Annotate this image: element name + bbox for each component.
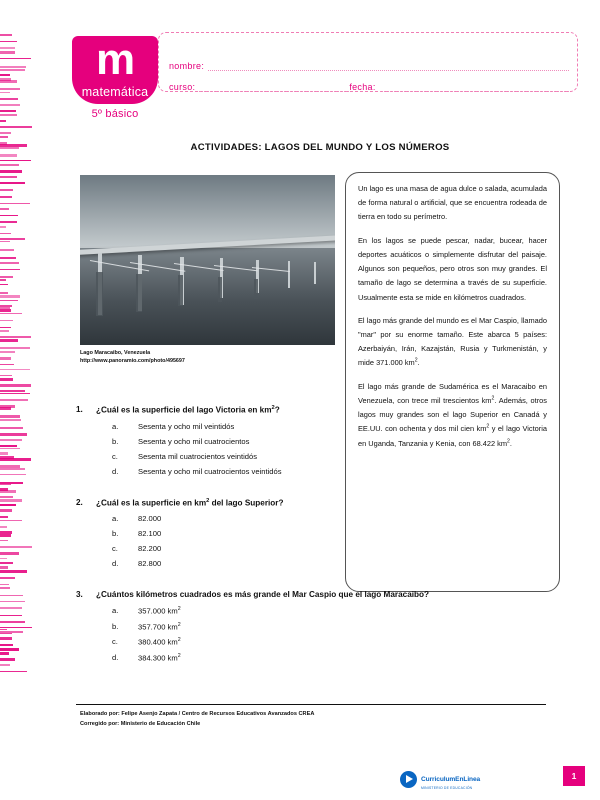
edge-tick bbox=[0, 607, 22, 609]
edge-tick bbox=[0, 196, 12, 198]
option-label: Sesenta y ocho mil cuatrocientos bbox=[138, 436, 250, 446]
edge-tick bbox=[0, 621, 25, 622]
brand-level: 5º básico bbox=[91, 108, 139, 120]
option-b[interactable] bbox=[76, 530, 496, 538]
edge-tick bbox=[0, 110, 16, 112]
footer-reviewer-line: Corregido por: Ministerio de Educación Chile bbox=[80, 720, 201, 727]
edge-tick bbox=[0, 320, 13, 321]
option-key: b. bbox=[112, 621, 119, 631]
edge-tick bbox=[0, 658, 15, 661]
date-input-line[interactable] bbox=[380, 83, 569, 92]
edge-tick bbox=[0, 526, 7, 528]
photo-pylon bbox=[288, 261, 290, 288]
edge-tick bbox=[0, 452, 8, 455]
edge-tick bbox=[0, 327, 11, 328]
edge-tick bbox=[0, 540, 8, 542]
edge-tick bbox=[0, 399, 28, 401]
course-label: curso: bbox=[169, 82, 196, 92]
edge-tick bbox=[0, 313, 22, 314]
option-key: d. bbox=[112, 652, 119, 662]
name-row bbox=[169, 57, 569, 71]
edge-tick bbox=[0, 226, 6, 228]
course-input-line[interactable] bbox=[199, 83, 349, 92]
option-d[interactable] bbox=[76, 560, 496, 568]
option-key: a. bbox=[112, 514, 119, 524]
brand-letter: m bbox=[95, 35, 135, 84]
student-header-form bbox=[158, 32, 578, 92]
option-label: 384.300 $km^2$ bbox=[138, 652, 181, 663]
option-d[interactable] bbox=[76, 468, 496, 476]
edge-tick bbox=[0, 41, 17, 42]
edge-tick bbox=[0, 393, 30, 394]
edge-tick bbox=[0, 490, 16, 493]
question-heading bbox=[76, 498, 496, 508]
edge-tick bbox=[0, 34, 12, 36]
edge-tick bbox=[0, 484, 11, 485]
edge-tick bbox=[0, 390, 25, 392]
edge-tick bbox=[0, 154, 17, 156]
option-key: a. bbox=[112, 606, 119, 616]
edge-tick bbox=[0, 262, 19, 264]
edge-tick bbox=[0, 448, 20, 449]
edge-tick bbox=[0, 241, 10, 242]
edge-tick bbox=[0, 531, 12, 534]
edge-tick bbox=[0, 69, 25, 71]
question-3 bbox=[76, 590, 496, 662]
photo-pier bbox=[96, 272, 103, 316]
edge-tick bbox=[0, 189, 13, 190]
edge-tick bbox=[0, 336, 31, 338]
name-label: nombre: bbox=[169, 61, 205, 71]
edge-tick bbox=[0, 369, 30, 370]
option-key: b. bbox=[112, 436, 119, 446]
edge-tick bbox=[0, 233, 11, 235]
photo-pier bbox=[254, 279, 258, 299]
questions-list bbox=[76, 405, 496, 684]
edge-tick bbox=[0, 292, 8, 294]
edge-tick bbox=[0, 566, 8, 568]
edge-tick bbox=[0, 427, 23, 429]
question-text: ¿Cuál es la superficie del lago Victoria en $km^2$? bbox=[96, 405, 280, 415]
edge-tick bbox=[0, 164, 19, 166]
option-key: c. bbox=[112, 544, 118, 554]
photo-pier bbox=[136, 274, 142, 312]
worksheet-page bbox=[40, 0, 600, 800]
edge-tick bbox=[0, 269, 20, 270]
edge-tick bbox=[0, 51, 15, 54]
edge-tick bbox=[0, 570, 27, 573]
question-heading bbox=[76, 590, 496, 599]
edge-tick bbox=[0, 595, 23, 596]
decorative-edge-strip bbox=[0, 34, 34, 674]
edge-tick bbox=[0, 147, 19, 150]
edge-tick bbox=[0, 433, 27, 436]
brand-subject: matemática bbox=[81, 85, 149, 99]
photo-sky bbox=[80, 175, 335, 246]
option-a[interactable] bbox=[76, 423, 496, 431]
edge-tick bbox=[0, 378, 13, 381]
option-label: 82.800 bbox=[138, 559, 162, 569]
name-input-line[interactable] bbox=[208, 62, 569, 71]
edge-tick bbox=[0, 357, 11, 360]
edge-tick bbox=[0, 351, 15, 353]
photo-pier bbox=[178, 275, 183, 306]
edge-tick bbox=[0, 468, 25, 470]
edge-tick bbox=[0, 104, 20, 106]
edge-tick bbox=[0, 516, 8, 518]
photo-caption-title: Lago Maracaibo, Venezuela bbox=[80, 350, 151, 356]
edge-tick bbox=[0, 584, 9, 585]
edge-tick bbox=[0, 74, 10, 76]
edge-tick bbox=[0, 375, 12, 376]
edge-tick bbox=[0, 664, 10, 666]
edge-tick bbox=[0, 126, 32, 129]
edge-tick bbox=[0, 347, 30, 349]
edge-tick bbox=[0, 458, 31, 460]
edge-tick bbox=[0, 504, 16, 506]
brand-badge bbox=[72, 36, 158, 104]
photo-caption bbox=[80, 349, 335, 365]
option-label: 380.400 $km^2$ bbox=[138, 637, 181, 647]
edge-tick bbox=[0, 182, 25, 184]
reading-paragraph: En los lagos se puede pescar, nadar, bucear, hacer deportes acuáticos o simplemente disfrutar del paisaje. Algunos son pequeños, pero otros son muy grandes. El tamaño de lago se determina a través de su superficie. Usualmente esta se mide en kilómetros cuadrados. bbox=[358, 235, 547, 302]
edge-tick bbox=[0, 633, 12, 634]
edge-tick bbox=[0, 170, 22, 173]
edge-tick bbox=[0, 652, 9, 655]
option-label: Sesenta y ocho mil cuatrocientos veintidós bbox=[138, 466, 282, 476]
edge-tick bbox=[0, 66, 26, 68]
edge-tick bbox=[0, 114, 17, 115]
question-number: 2. bbox=[76, 497, 83, 507]
date-label: fecha: bbox=[349, 82, 376, 92]
photo-caption-source: http://www.panoramio.com/photo/495697 bbox=[80, 358, 185, 365]
edge-tick bbox=[0, 601, 25, 602]
option-key: a. bbox=[112, 421, 119, 431]
edge-tick bbox=[0, 284, 8, 286]
photo-pier bbox=[218, 277, 222, 302]
edge-tick bbox=[0, 279, 6, 280]
edge-tick bbox=[0, 562, 13, 564]
edge-tick bbox=[0, 238, 25, 240]
course-date-row bbox=[169, 78, 569, 92]
edge-tick bbox=[0, 644, 13, 647]
question-number: 3. bbox=[76, 590, 83, 600]
edge-tick bbox=[0, 474, 26, 475]
edge-tick bbox=[0, 160, 31, 161]
edge-tick bbox=[0, 92, 10, 93]
reading-paragraph: El lago más grande de Sudamérica es el Maracaibo en Venezuela, con trece mil trescientos $km^2$. Además, otros lagos muy grandes son el lago Superior en Canadá y EE.UU. con ochenta y dos mil cien $km^2$ y el lago Victoria en Uganda, Tanzania y Kenia, con 68.422 $km^2$. bbox=[358, 381, 547, 448]
option-a[interactable] bbox=[76, 515, 496, 523]
edge-tick bbox=[0, 415, 20, 418]
play-circle-icon bbox=[400, 771, 417, 788]
question-heading bbox=[76, 405, 496, 415]
photo-water bbox=[80, 246, 335, 345]
footer-credits bbox=[80, 710, 314, 730]
edge-tick bbox=[0, 132, 11, 134]
edge-tick bbox=[0, 203, 30, 205]
edge-tick bbox=[0, 587, 10, 589]
edge-tick bbox=[0, 534, 11, 537]
edge-tick bbox=[0, 499, 22, 502]
option-key: c. bbox=[112, 451, 118, 461]
edge-tick bbox=[0, 120, 6, 122]
logo-title: CurriculumEnLinea bbox=[421, 776, 481, 783]
edge-tick bbox=[0, 249, 14, 251]
option-key: b. bbox=[112, 529, 119, 539]
edge-tick bbox=[0, 80, 17, 83]
edge-tick bbox=[0, 671, 27, 672]
option-key: c. bbox=[112, 637, 118, 647]
edge-tick bbox=[0, 276, 13, 277]
reading-paragraph: El lago más grande del mundo es el Mar Caspio, llamado "mar" por su enorme tamaño. Este abarca 5 países: Azerbaiyán, Irán, Kazajstán, Rusia y Turkmenistán, y mide 371.000 $km^2$. bbox=[358, 315, 547, 368]
edge-tick bbox=[0, 257, 16, 259]
edge-tick bbox=[0, 208, 9, 210]
edge-tick bbox=[0, 330, 9, 332]
question-number: 1. bbox=[76, 405, 83, 414]
page-number-badge: 1 bbox=[563, 766, 585, 786]
option-label: 82.200 bbox=[138, 544, 162, 554]
edge-tick bbox=[0, 215, 18, 217]
option-key: d. bbox=[112, 466, 119, 476]
option-label: 357.700 $km^2$ bbox=[138, 621, 181, 632]
edge-tick bbox=[0, 419, 21, 421]
option-c[interactable] bbox=[76, 453, 496, 461]
edge-tick bbox=[0, 509, 12, 512]
edge-tick bbox=[0, 364, 14, 365]
footer-author-line: Elaborado por: Felipe Asenjo Zapata / Centro de Recursos Educativos Avanzados CREA bbox=[80, 711, 315, 717]
question-2 bbox=[76, 498, 496, 569]
question-text: ¿Cuál es la superficie en $km^2$ del lago Superior? bbox=[96, 497, 284, 508]
edge-tick bbox=[0, 496, 13, 498]
photo-pylon bbox=[314, 262, 316, 284]
edge-tick bbox=[0, 176, 17, 177]
edge-tick bbox=[0, 309, 11, 312]
option-label: Sesenta y ocho mil veintidós bbox=[138, 421, 235, 431]
edge-tick bbox=[0, 300, 18, 302]
brand-logo bbox=[65, 36, 165, 120]
edge-tick bbox=[0, 637, 12, 640]
edge-tick bbox=[0, 558, 7, 559]
curriculum-en-linea-logo bbox=[400, 768, 480, 790]
option-d[interactable] bbox=[76, 654, 496, 663]
edge-tick bbox=[0, 295, 20, 297]
edge-tick bbox=[0, 577, 15, 580]
page-title: ACTIVIDADES: LAGOS DEL MUNDO Y LOS NÚMEROS bbox=[190, 142, 450, 153]
question-text: ¿Cuántos kilómetros cuadrados es más grande el Mar Caspio que el lago Maracaibo? bbox=[96, 590, 430, 600]
edge-tick bbox=[0, 98, 18, 100]
edge-tick bbox=[0, 520, 22, 521]
edge-tick bbox=[0, 439, 22, 441]
logo-text-group bbox=[421, 768, 480, 790]
option-c[interactable] bbox=[76, 638, 496, 647]
option-b[interactable] bbox=[76, 438, 496, 446]
option-label: 82.100 bbox=[138, 529, 162, 539]
option-a[interactable] bbox=[76, 607, 496, 616]
option-label: 82.000 bbox=[138, 514, 162, 524]
edge-tick bbox=[0, 88, 20, 89]
edge-tick bbox=[0, 407, 11, 410]
photo-figure bbox=[80, 175, 335, 365]
option-label: 357.000 $km^2$ bbox=[138, 606, 181, 616]
edge-tick bbox=[0, 384, 31, 386]
option-c[interactable] bbox=[76, 545, 496, 553]
edge-tick bbox=[0, 221, 17, 223]
edge-tick bbox=[0, 648, 19, 651]
edge-tick bbox=[0, 58, 31, 59]
logo-subtitle: MINISTERIO DE EDUCACIÓN bbox=[421, 786, 473, 790]
reading-paragraph: Un lago es una masa de agua dulce o salada, acumulada de forma natural o artificial, que se encuentra rodeada de tierra en todo su perímetro. bbox=[358, 184, 547, 222]
edge-tick bbox=[0, 47, 15, 49]
question-1 bbox=[76, 405, 496, 476]
edge-tick bbox=[0, 136, 8, 138]
lake-bridge-photo bbox=[80, 175, 335, 345]
edge-tick bbox=[0, 552, 19, 555]
footer-divider bbox=[76, 704, 546, 705]
edge-tick bbox=[0, 615, 22, 616]
edge-tick bbox=[0, 546, 32, 548]
option-key: d. bbox=[112, 559, 119, 569]
option-label: Sesenta mil cuatrocientos veintidós bbox=[138, 451, 258, 461]
option-b[interactable] bbox=[76, 623, 496, 632]
edge-tick bbox=[0, 339, 18, 341]
